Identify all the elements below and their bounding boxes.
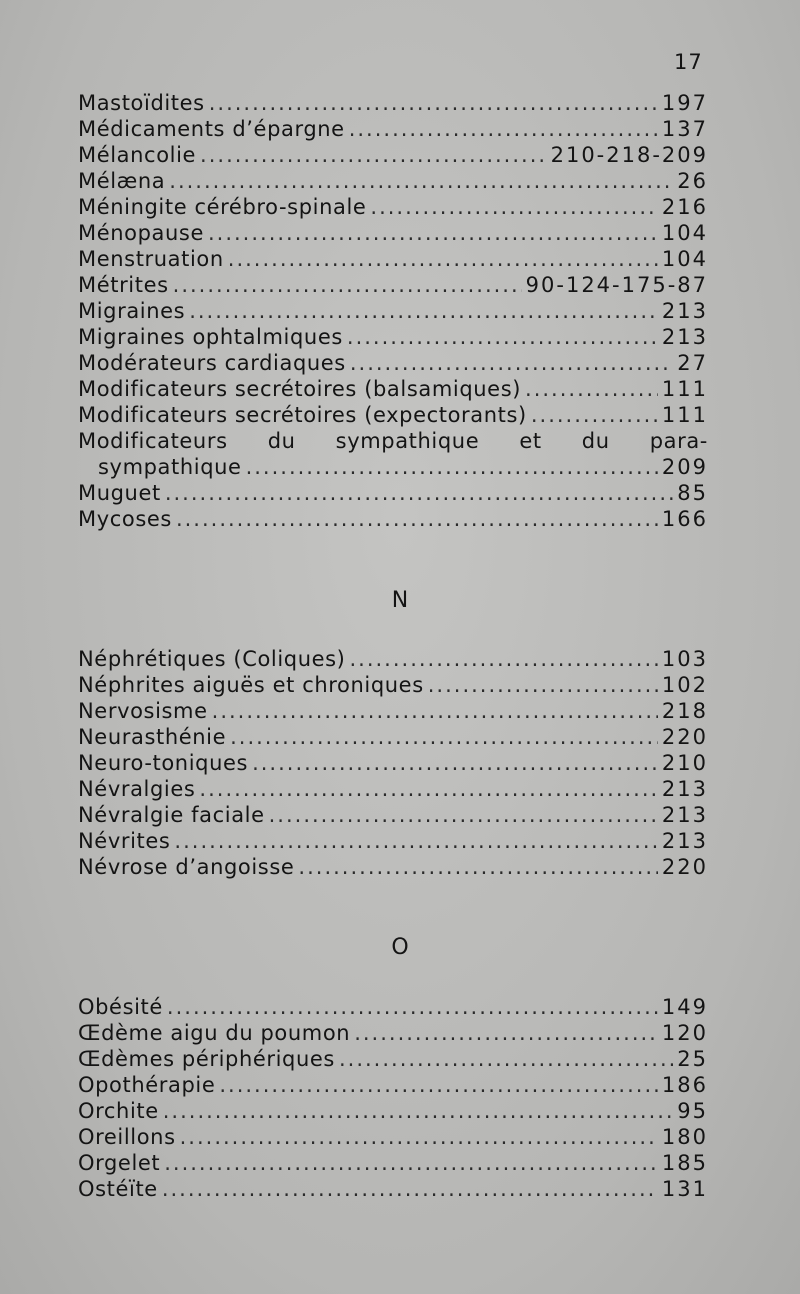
- dot-leader: [199, 776, 657, 802]
- index-entry: [78, 272, 708, 298]
- page-reference: 213: [661, 829, 708, 853]
- page-reference: 213: [661, 803, 708, 827]
- index-entry: [78, 350, 708, 376]
- word: Modificateurs: [78, 429, 228, 453]
- dot-leader: [180, 1124, 658, 1150]
- dot-leader: [228, 246, 658, 272]
- index-entry: [78, 90, 708, 116]
- dot-leader: [200, 142, 547, 168]
- index-term: sympathique: [98, 455, 242, 479]
- dot-leader: [163, 1098, 674, 1124]
- index-term: Névrites: [78, 829, 171, 853]
- index-section-o: [78, 994, 708, 1202]
- page-reference: 213: [661, 325, 708, 349]
- index-entry: [78, 1098, 708, 1124]
- index-term: Mycoses: [78, 507, 172, 531]
- index-entry: [78, 672, 708, 698]
- dot-leader: [350, 350, 673, 376]
- index-term: Nervosisme: [78, 699, 208, 723]
- page-reference: 210-218-209: [550, 143, 708, 167]
- index-entry: [78, 480, 708, 506]
- dot-leader: [349, 116, 658, 142]
- index-entry: [78, 1124, 708, 1150]
- index-term: Méningite cérébro-spinale: [78, 195, 367, 219]
- dot-leader: [164, 1150, 658, 1176]
- dot-leader: [167, 994, 658, 1020]
- index-entry-wrapped-line1: [78, 428, 708, 454]
- index-term: Œdème aigu du poumon: [78, 1021, 351, 1045]
- dot-leader: [531, 402, 658, 428]
- index-section-m: [78, 90, 708, 532]
- index-entry: [78, 142, 708, 168]
- index-entry: [78, 776, 708, 802]
- dot-leader: [252, 750, 658, 776]
- dot-leader: [525, 376, 658, 402]
- index-term: Névrose d’angoisse: [78, 855, 295, 879]
- dot-leader: [246, 454, 658, 480]
- index-term: Mélæna: [78, 169, 166, 193]
- index-entry-wrapped-line2: [78, 454, 708, 480]
- index-entry: [78, 994, 708, 1020]
- index-entry: [78, 1046, 708, 1072]
- index-term: Névralgies: [78, 777, 196, 801]
- page-reference: 111: [661, 377, 708, 401]
- word: et: [519, 429, 542, 453]
- index-term: Médicaments d’épargne: [78, 117, 345, 141]
- page-reference: 180: [661, 1125, 708, 1149]
- dot-leader: [165, 480, 673, 506]
- index-entry: [78, 246, 708, 272]
- index-entry: [78, 298, 708, 324]
- index-term: Modificateurs secrétoires (expectorants): [78, 403, 527, 427]
- page-reference: 210: [661, 751, 708, 775]
- dot-leader: [209, 90, 658, 116]
- dot-leader: [162, 1176, 658, 1202]
- index-entry: [78, 376, 708, 402]
- dot-leader: [189, 298, 658, 324]
- page-reference: 216: [661, 195, 708, 219]
- index-entry: [78, 698, 708, 724]
- index-entry: [78, 116, 708, 142]
- dot-leader: [230, 724, 658, 750]
- index-term: Neuro-toniques: [78, 751, 249, 775]
- dot-leader: [212, 698, 658, 724]
- index-term: Menstruation: [78, 247, 224, 271]
- index-term: Modificateurs secrétoires (balsamiques): [78, 377, 522, 401]
- index-term: Œdèmes périphériques: [78, 1047, 335, 1071]
- index-entry: [78, 802, 708, 828]
- page-reference: 166: [661, 507, 708, 531]
- page-reference: 102: [661, 673, 708, 697]
- dot-leader: [298, 854, 657, 880]
- index-entry: [78, 1072, 708, 1098]
- page-reference: 137: [661, 117, 708, 141]
- index-term: Néphrites aiguës et chroniques: [78, 673, 424, 697]
- dot-leader: [349, 646, 657, 672]
- index-term: Neurasthénie: [78, 725, 227, 749]
- page-reference: 220: [661, 725, 708, 749]
- index-term: Obésité: [78, 995, 163, 1019]
- index-entry: [78, 324, 708, 350]
- dot-leader: [173, 272, 522, 298]
- page-reference: 27: [677, 351, 708, 375]
- dot-leader: [370, 194, 658, 220]
- section-heading-n: N: [391, 588, 409, 613]
- word: du: [581, 429, 610, 453]
- page-reference: 218: [661, 699, 708, 723]
- index-term: Migraines ophtalmiques: [78, 325, 343, 349]
- index-entry: [78, 402, 708, 428]
- page-reference: 111: [661, 403, 708, 427]
- dot-leader: [354, 1020, 658, 1046]
- index-term: Muguet: [78, 481, 161, 505]
- index-term-justified: [78, 428, 708, 454]
- index-term: Métrites: [78, 273, 169, 297]
- index-entry: [78, 194, 708, 220]
- index-entry: [78, 646, 708, 672]
- index-entry: [78, 854, 708, 880]
- index-entry: [78, 1176, 708, 1202]
- word: para-: [649, 429, 708, 453]
- index-term: Migraines: [78, 299, 186, 323]
- index-term: Mastoïdites: [78, 91, 205, 115]
- dot-leader: [269, 802, 658, 828]
- index-section-n: [78, 646, 708, 880]
- dot-leader: [174, 828, 657, 854]
- dot-leader: [219, 1072, 658, 1098]
- page-reference: 197: [661, 91, 708, 115]
- page-reference: 213: [661, 777, 708, 801]
- word: sympathique: [335, 429, 480, 453]
- index-term: Ménopause: [78, 221, 204, 245]
- dot-leader: [208, 220, 658, 246]
- section-heading-o: O: [391, 935, 409, 960]
- dot-leader: [169, 168, 673, 194]
- index-entry: [78, 1020, 708, 1046]
- page-reference: 149: [661, 995, 708, 1019]
- index-entry: [78, 506, 708, 532]
- page-reference: 185: [661, 1151, 708, 1175]
- page-reference: 104: [661, 247, 708, 271]
- page-reference: 209: [661, 455, 708, 479]
- index-term: Modérateurs cardiaques: [78, 351, 346, 375]
- dot-leader: [176, 506, 658, 532]
- index-term: Orgelet: [78, 1151, 161, 1175]
- index-term: Névralgie faciale: [78, 803, 265, 827]
- page-reference: 120: [661, 1021, 708, 1045]
- page-reference: 95: [677, 1099, 708, 1123]
- page-reference: 213: [661, 299, 708, 323]
- index-term: Oreillons: [78, 1125, 176, 1149]
- index-term: Mélancolie: [78, 143, 197, 167]
- page-number: 17: [674, 50, 703, 74]
- page-reference: 131: [661, 1177, 708, 1201]
- index-entry: [78, 220, 708, 246]
- word: du: [267, 429, 296, 453]
- index-entry: [78, 828, 708, 854]
- dot-leader: [339, 1046, 673, 1072]
- page-reference: 25: [677, 1047, 708, 1071]
- dot-leader: [428, 672, 658, 698]
- page-reference: 104: [661, 221, 708, 245]
- page-reference: 85: [677, 481, 708, 505]
- index-entry: [78, 724, 708, 750]
- index-entry: [78, 168, 708, 194]
- page-reference: 90-124-175-87: [525, 273, 708, 297]
- index-entry: [78, 1150, 708, 1176]
- index-entry: [78, 750, 708, 776]
- index-term: Ostéïte: [78, 1177, 158, 1201]
- index-term: Néphrétiques (Coliques): [78, 647, 346, 671]
- page-reference: 186: [661, 1073, 708, 1097]
- index-term: Opothérapie: [78, 1073, 216, 1097]
- page-reference: 103: [661, 647, 708, 671]
- page-reference: 26: [677, 169, 708, 193]
- index-term: Orchite: [78, 1099, 159, 1123]
- page-reference: 220: [661, 855, 708, 879]
- dot-leader: [347, 324, 658, 350]
